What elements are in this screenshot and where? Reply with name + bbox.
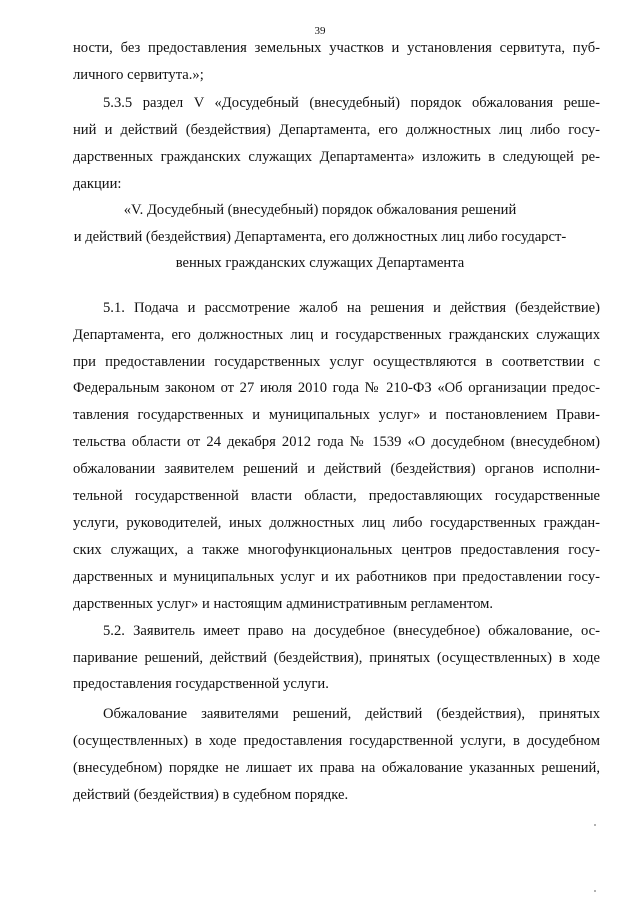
text-line: тельства области от 24 декабря 2012 года № 1539 «О досудебном (внесудебном) [73,434,600,450]
text-line: тельной государственной власти области, предоставляющих государственные [73,488,600,504]
text-line: 5.1. Подача и рассмотрение жалоб на решения и действия (бездействие) [103,300,600,316]
section-heading-line: и действий (бездействия) Департамента, его должностных лиц либо государст- [73,229,567,245]
text-line: ний и действий (бездействия) Департамента, его должностных лиц либо госу- [73,122,600,138]
text-line: (осуществленных) в ходе предоставления государственной услуги, в досудебном [73,733,600,749]
text-line: личного сервитута.»; [73,67,204,83]
text-line: дарственных гражданских служащих Департамента» изложить в следующей ре- [73,149,600,165]
text-line: дарственных и муниципальных услуг и их работников при предоставлении госу- [73,569,600,585]
text-line: обжаловании заявителем решений и действий (бездействия) органов исполни- [73,461,600,477]
text-line: тавления государственных и муниципальных услуг» и постановлением Прави- [73,407,600,423]
text-line: действий (бездействия) в судебном порядке. [73,787,349,803]
text-line: услуги, руководителей, иных должностных лиц либо государственных граждан- [73,515,600,531]
text-line: дакции: [73,176,122,192]
section-heading-line: «V. Досудебный (внесудебный) порядок обжалования решений [123,202,517,218]
text-line: (внесудебном) порядке не лишает их права на обжалование указанных решений, [73,760,600,776]
text-line: при предоставлении государственных услуг осуществляются в соответствии с [73,354,600,370]
text-line: Федеральным законом от 27 июля 2010 года № 210-ФЗ «Об организации предос- [73,380,600,396]
text-line: Обжалование заявителями решений, действий (бездействия), принятых [103,706,600,722]
text-line: 5.2. Заявитель имеет право на досудебное (внесудебное) обжалование, ос- [103,623,600,639]
scan-speck [594,824,596,826]
text-line: Департамента, его должностных лиц и государственных гражданских служащих [73,327,600,343]
scan-speck [594,890,596,892]
text-line: ности, без предоставления земельных участков и установления сервитута, пуб- [73,40,600,56]
text-line: предоставления государственной услуги. [73,676,329,692]
text-line: ских служащих, а также многофункциональных центров предоставления госу- [73,542,600,558]
text-line: дарственных услуг» и настоящим административным регламентом. [73,596,494,612]
section-heading-line: венных гражданских служащих Департамента [175,255,465,271]
text-line: 5.3.5 раздел V «Досудебный (внесудебный) порядок обжалования реше- [103,95,600,111]
page-number: 39 [314,25,326,37]
text-line: паривание решений, действий (бездействия), принятых (осуществленных) в ходе [73,650,600,666]
